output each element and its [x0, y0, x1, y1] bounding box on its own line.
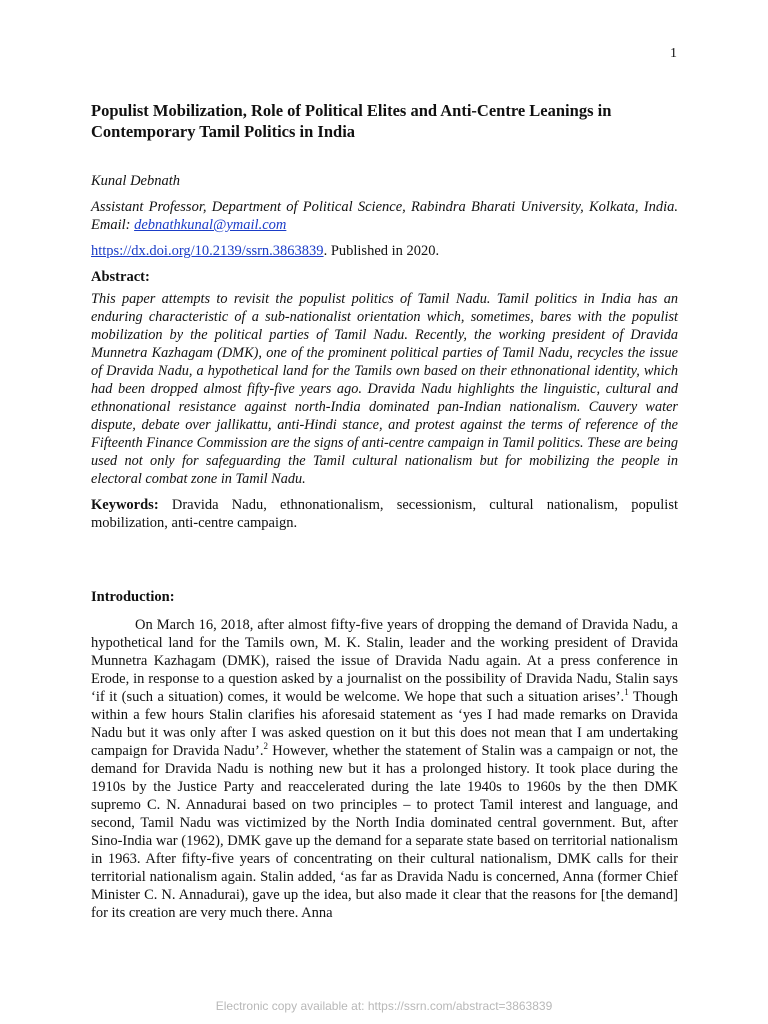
paper-title: Populist Mobilization, Role of Political Elites and Anti-Centre Leanings in Contemporary Tamil Politics in India	[91, 101, 612, 141]
paper-body	[91, 100, 678, 922]
intro-text-2: Though within a few hours Stalin clarifies his aforesaid statement as ‘yes I had made remarks on Dravida Nadu but it was only after I was asked question on it but this does not mean that I am undertaking campaign for Dravida Nadu’.	[91, 689, 678, 759]
footnote-ref-1[interactable]: 1	[624, 687, 629, 698]
keywords-line	[91, 496, 678, 532]
author-affiliation	[91, 198, 678, 234]
doi-link[interactable]: https://dx.doi.org/10.2139/ssrn.3863839	[91, 243, 324, 259]
keywords-label: Keywords:	[91, 497, 159, 513]
abstract-heading: Abstract:	[91, 269, 150, 285]
abstract-text: This paper attempts to revisit the populist politics of Tamil Nadu. Tamil politics in India has an enduring characteristic of a sub-nationalist orientation which, sometimes, bares with the populist mobilization by the political parties of Tamil Nadu. Recently, the working president of Dravida Munnetra Kazhagam (DMK), one of the prominent political parties of Tamil Nadu, recycles the issue of Dravida Nadu, a hypothetical land for the Tamils own based on their ethnonational identity, which had been dropped almost fifty-five years ago. Dravida Nadu highlights the linguistic, cultural and ethnonational resistance against north-India dominated pan-Indian nationalism. Cauvery water dispute, debate over jallikattu, anti-Hindi stance, and protest against the terms of reference of the Fifteenth Finance Commission are the signs of anti-centre campaign in Tamil politics. These are being used not only for safeguarding the Tamil cultural nationalism but for mobilizing the people in electoral combat zone in Tamil Nadu.	[91, 291, 678, 487]
affiliation-text: Assistant Professor, Department of Political Science, Rabindra Bharati University, Kolkata, India. Email:	[91, 199, 678, 233]
author-name: Kunal Debnath	[91, 173, 181, 189]
introduction-paragraph	[91, 616, 678, 922]
ssrn-footer: Electronic copy available at: https://ssrn.com/abstract=3863839	[215, 999, 553, 1013]
page-number: 1	[670, 46, 677, 61]
footnote-ref-2[interactable]: 2	[263, 741, 268, 752]
keywords-list: Dravida Nadu, ethnonationalism, secessionism, cultural nationalism, populist mobilization, anti-centre campaign.	[91, 497, 678, 531]
intro-text-3: However, whether the statement of Stalin was a campaign or not, the demand for Dravida Nadu is nothing new but it has a prolonged history. It took place during the 1910s by the Justice Party and reaccelerated during the late 1940s to 1960s by the then DMK supremo C. N. Annadurai based on two principles – to protect Tamil interest and language, and second, Tamil Nadu was victimized by the North India dominated central government. But, after Sino-India war (1962), DMK gave up the demand for a separate state based on territorial nationalism in 1963. After fifty-five years of concentrating on their cultural nationalism, DMK calls for their territorial nationalism again. Stalin added, ‘as far as Dravida Nadu is concerned, Anna (former Chief Minister C. N. Annadurai), gave up the idea, but also made it clear that the reasons for [the demand] for its creation are very much there. Anna	[91, 743, 678, 921]
introduction-heading: Introduction:	[91, 589, 175, 605]
doi-line	[91, 242, 678, 260]
publication-note: . Published in 2020.	[323, 243, 440, 259]
intro-text-1: On March 16, 2018, after almost fifty-five years of dropping the demand of Dravida Nadu, a hypothetical land for the Tamils own, M. K. Stalin, leader and the working president of Dravida Munnetra Kazhagam (DMK), raised the issue of Dravida Nadu again. At a press conference in Erode, in response to a question asked by a journalist on the possibility of Dravida Nadu, Stalin says ‘if it (such a situation) comes, it would be welcome. We hope that such a situation arises’.	[91, 617, 678, 705]
email-link[interactable]: debnathkunal@ymail.com	[134, 217, 287, 233]
